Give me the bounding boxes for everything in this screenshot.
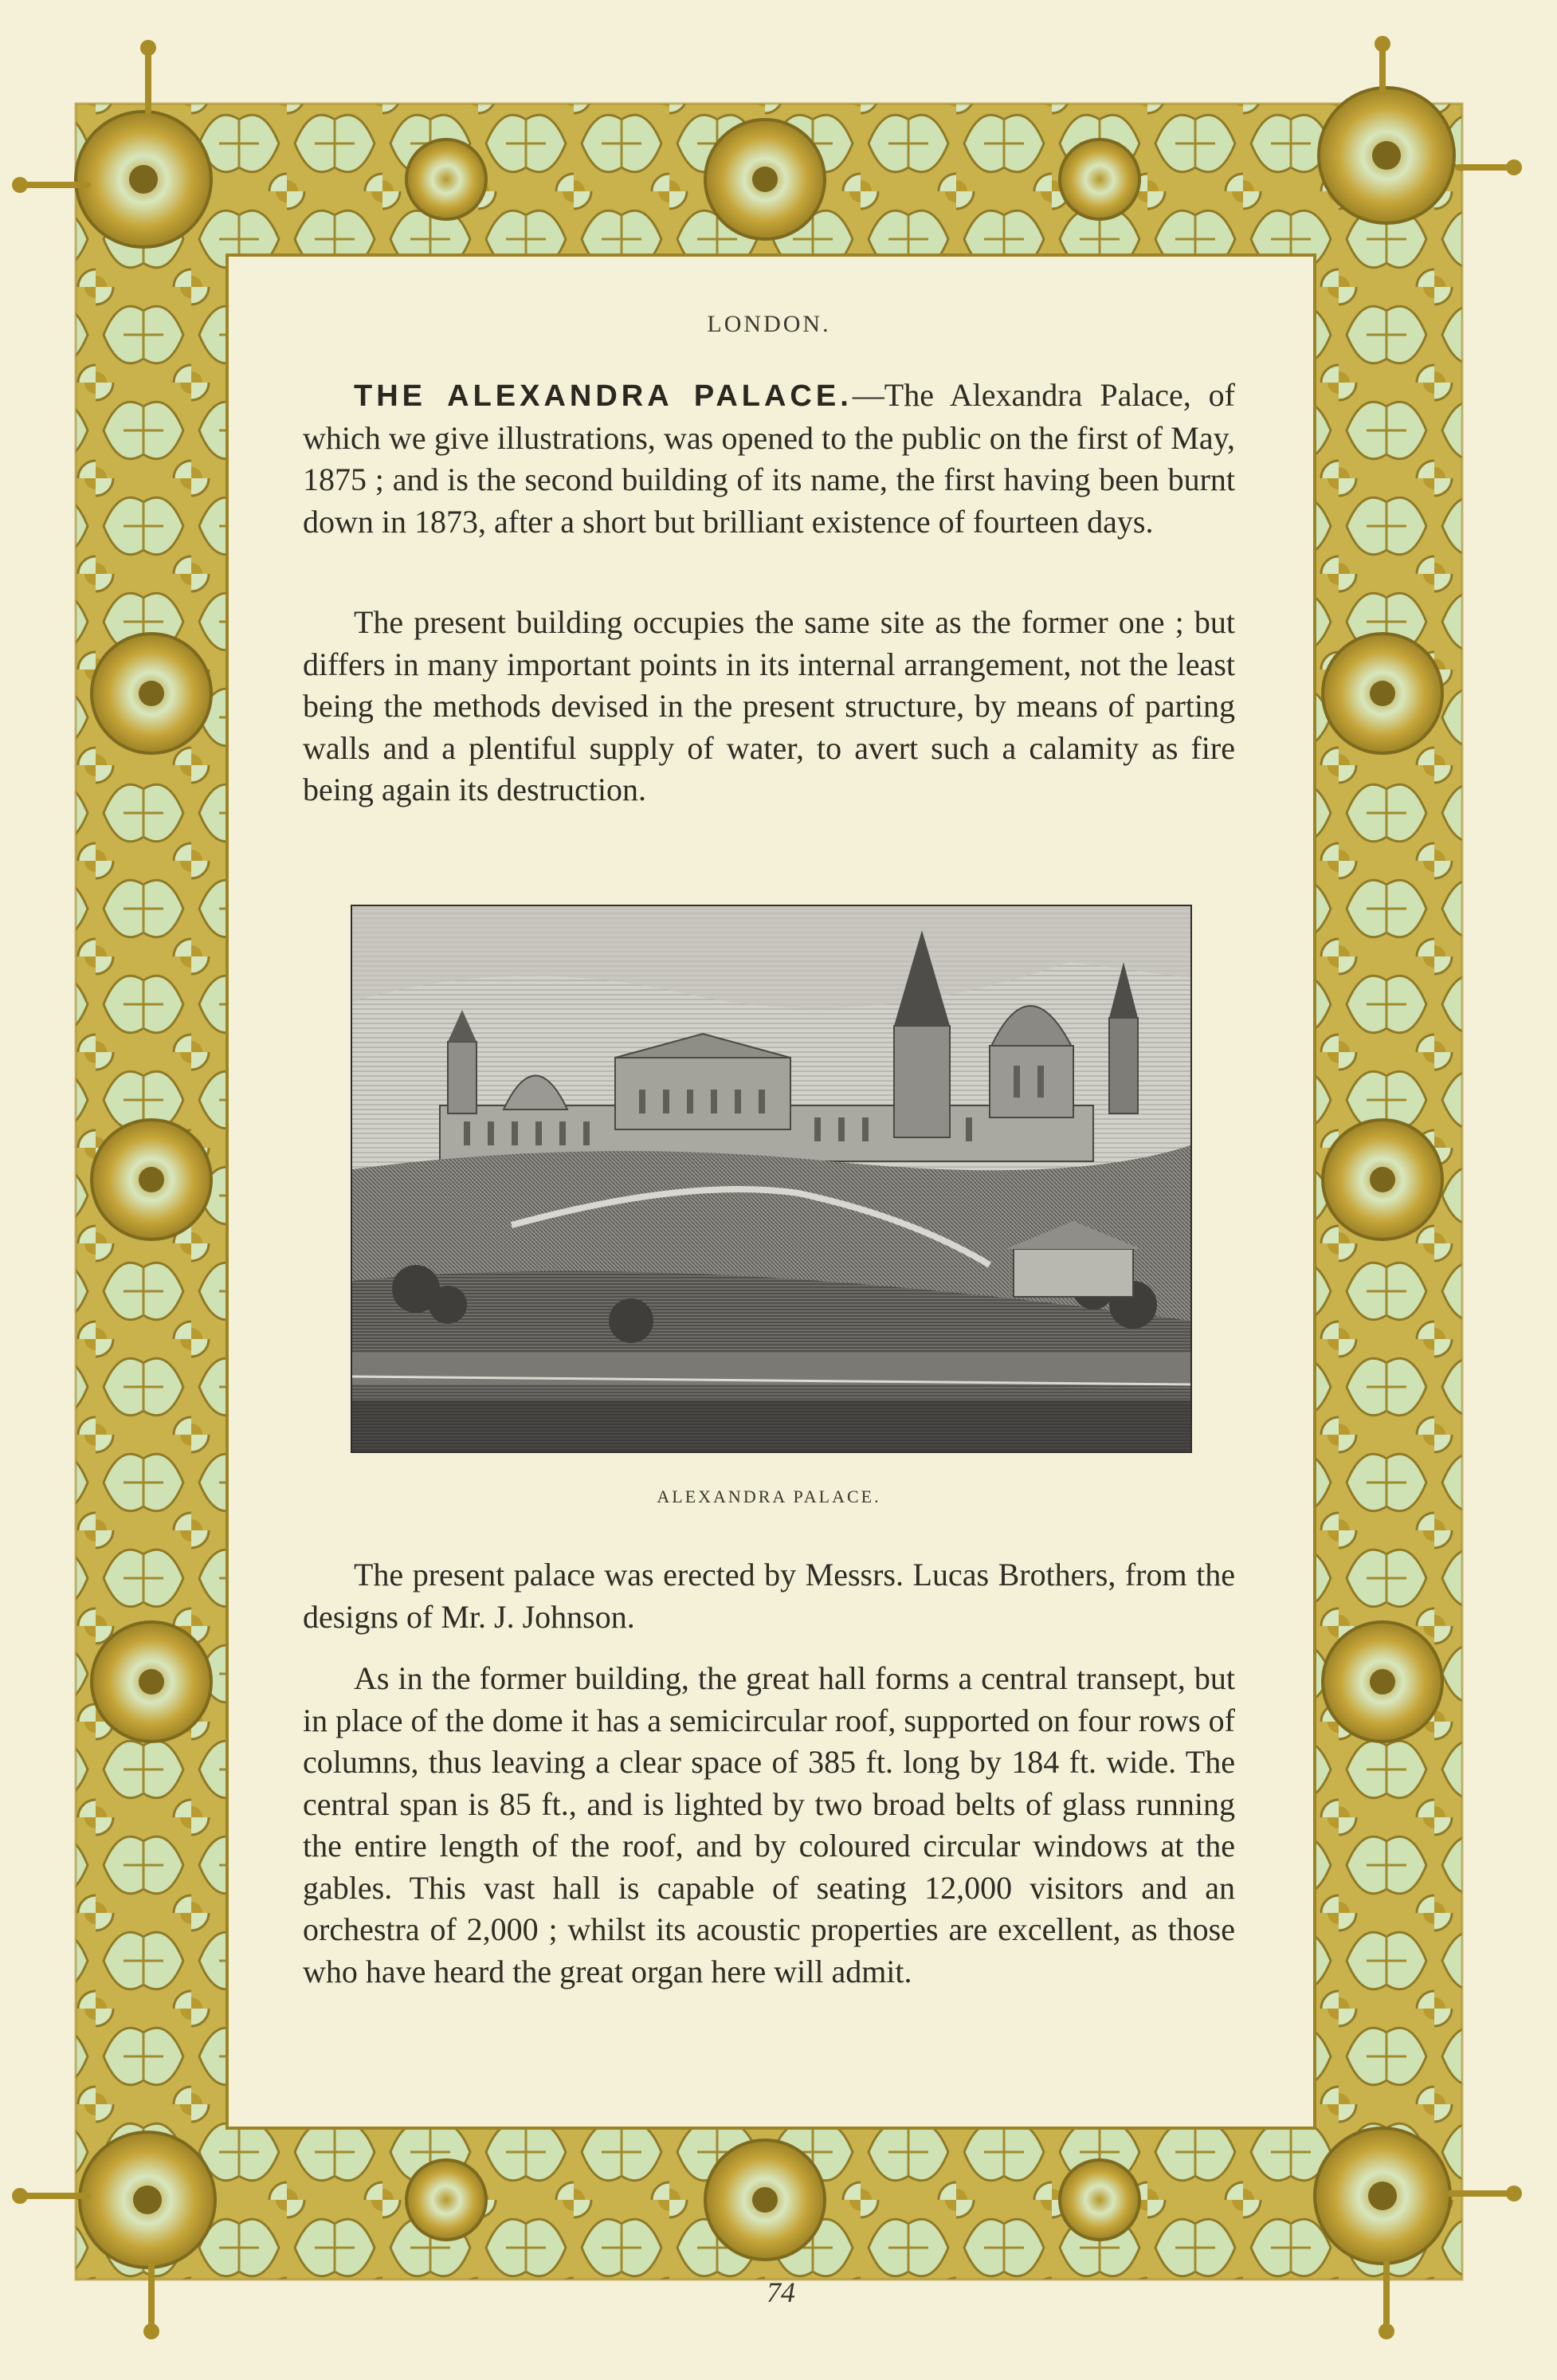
paragraph-3: The present palace was erected by Messrs. Lucas Brothers, from the designs of Mr. J. Johnson. [303, 1557, 1235, 1635]
text-block [303, 287, 1235, 2080]
paragraph-1 [303, 375, 1235, 543]
running-head: LONDON. [707, 311, 831, 337]
page-number: 74 [767, 2276, 795, 2308]
engraving-illustration [352, 906, 1190, 1451]
figure-caption: ALEXANDRA PALACE. [657, 1487, 881, 1506]
paragraph-4: As in the former building, the great hall forms a central transept, but in place of the dome it has a semicircular roof, supported on four rows of columns, thus leaving a clear space of 385 ft. long by 184 ft. wide. The central span is 85 ft., and is lighted by two broad belts of glass running the entire length of the roof, and by coloured circular windows at the gables. This vast hall is capable of seating 12,000 visitors and an orchestra of 2,000 ; whilst its acoustic properties are excellent, as those who have heard the great organ here will admit. [303, 1660, 1235, 1989]
palace-engraving [351, 905, 1192, 1453]
paragraph-1-text: —The Alexandra Palace, of which we give illustrations, was opened to the public on the first of May, 1875 ; and is the second building of its name, the first having been burnt down in 1873, after a short but brilliant existence of fourteen days. [303, 377, 1235, 540]
paragraph-2: The present building occupies the same site as the former one ; but differs in many important points in its internal arrangement, not the least being the methods devised in the present structure, by means of parting walls and a plentiful supply of water, to avert such a calamity as fire being again its destruction. [303, 604, 1235, 807]
article-heading: THE ALEXANDRA PALACE. [354, 379, 853, 413]
